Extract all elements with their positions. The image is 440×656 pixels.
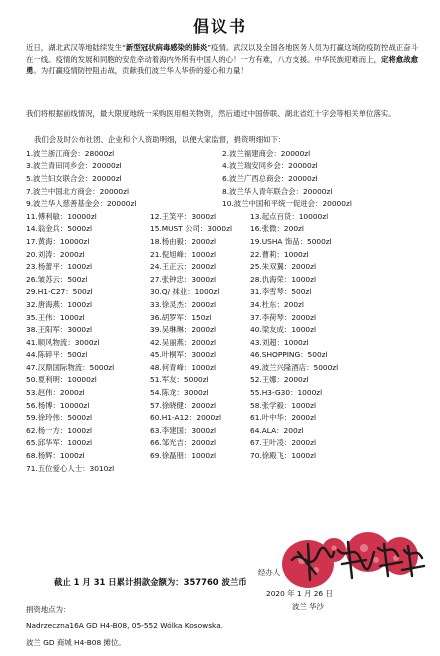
signature-stroke	[402, 546, 424, 576]
donor-entry: 15.MUST 公司：3000zl	[150, 224, 233, 234]
intro-paragraph	[26, 42, 418, 77]
donor-list	[26, 147, 416, 474]
donor-entry: 43.刘超：1000zl	[250, 337, 309, 347]
donor-entry: 26.皱苏云：500zl	[26, 274, 88, 284]
donor-entry: 41.顺风物流：3000zl	[26, 337, 100, 347]
donor-entry: 66.邹光吉：2000zl	[150, 438, 217, 448]
donor-entry: 52.王娜：2000zl	[250, 375, 309, 385]
signature-stroke	[292, 548, 334, 562]
donor-row	[26, 336, 416, 349]
document-date: 2020 年 1 月 26 日	[266, 589, 333, 598]
donor-entry: 46.SHOPPING：500zl	[250, 350, 328, 360]
donor-entry: 55.H3-G30：1000zl	[250, 388, 323, 398]
donor-three-column-list	[26, 210, 416, 474]
intro-text-1: 近日，湖北武汉等地陆续发生“	[26, 43, 126, 52]
donor-entry: 65.邱华军：1000zl	[26, 438, 93, 448]
donor-entry: 32.唐海燕：1000zl	[26, 299, 93, 309]
donor-entry: 35.王伟：1000zl	[26, 312, 85, 322]
address-line-2: 波兰 GD 商城 H4-B08 摊位。	[26, 638, 126, 647]
donor-row	[26, 399, 416, 412]
donor-entry: 20.刘涛：2000zl	[26, 249, 85, 259]
donor-row	[26, 210, 416, 223]
donor-entry: 25.朱双翼：2000zl	[250, 262, 317, 272]
donor-entry: 67.王叶凌：2000zl	[250, 438, 317, 448]
donor-entry: 18.杨由毅：2000zl	[150, 236, 217, 246]
donor-entry: 13.起点百货：10000zl	[250, 211, 329, 221]
document-place: 波兰 华沙	[292, 602, 324, 611]
donor-entry: 69.徐磊朋：1000zl	[150, 451, 217, 461]
donor-entry: 3.波兰青田同乡会：20000zl	[26, 161, 122, 171]
donor-entry: 49.波兰兴隆酒店：5000zl	[250, 362, 339, 372]
donor-row	[26, 361, 416, 374]
donor-row	[26, 147, 416, 160]
donor-entry: 56.杨博：10000zl	[26, 400, 90, 410]
donor-row	[26, 424, 416, 437]
donor-entry: 57.徐晓健：2000zl	[150, 400, 217, 410]
intro-highlight-1: 新型冠状病毒感染的肺炎	[125, 43, 208, 52]
address-heading: 捐资地点为：	[26, 605, 71, 614]
donor-entry: 68.杨辉：1000zl	[26, 451, 85, 461]
donor-entry: 40.梁友成：1000zl	[250, 325, 317, 335]
donor-row	[26, 185, 416, 198]
signature-stroke	[378, 544, 402, 576]
donor-entry: 12.王笑平：3000zl	[150, 211, 217, 221]
document-title: 倡议书	[192, 17, 247, 36]
donor-entry: 29.H1-C27：500zl	[26, 287, 93, 297]
donor-row	[26, 197, 416, 210]
donor-row	[26, 273, 416, 286]
donor-row	[26, 411, 416, 424]
donor-row	[26, 298, 416, 311]
donor-entry: 71.五位爱心人士：3010zl	[26, 463, 115, 473]
donor-entry: 44.陈碎平：500zl	[26, 350, 88, 360]
donor-entry: 16.张微：200zl	[250, 224, 304, 234]
donor-row	[26, 223, 416, 236]
donor-entry: 30.Q/ 袜业：1000zl	[150, 287, 220, 297]
donor-entry: 47.汉鼎国际物流：5000zl	[26, 362, 115, 372]
purchase-paragraph: 我们将根据前线情况，最大限度地统一采购医用相关物资，然后通过中国侨联、湖北省红十字会等相关单位落实。	[26, 109, 396, 118]
donor-entry: 60.H1-A12：2000zl	[150, 413, 222, 423]
donor-row	[26, 160, 416, 173]
donor-entry: 50.夏利明：10000zl	[26, 375, 97, 385]
donor-row	[26, 386, 416, 399]
donor-entry: 28.仇海荣：1000zl	[250, 274, 317, 284]
donor-entry: 45.叶桐军：3000zl	[150, 350, 217, 360]
donor-entry: 6.波兰广西总商会：20000zl	[222, 173, 318, 183]
donor-entry: 23.杨蕾平：1000zl	[26, 262, 93, 272]
donor-entry: 8.波兰华人青年联合会：20000zl	[222, 186, 333, 196]
address-line-1: Nadrzeczna16A GD H4-B08, 05-552 Wólka Kosowska.	[26, 621, 224, 630]
donor-entry: 27.张钟忠：3000zl	[150, 274, 217, 284]
donor-entry: 7.波兰中国北方商会：20000zl	[26, 186, 130, 196]
donor-entry: 11.傅利敏：10000zl	[26, 211, 97, 221]
donor-entry: 4.波兰瑞安同乡会：20000zl	[222, 161, 318, 171]
donor-row	[26, 349, 416, 362]
donor-entry: 33.徐灵杰：2000zl	[150, 299, 217, 309]
donor-entry: 51.军友：5000zl	[150, 375, 209, 385]
donor-entry: 39.吴琳琳：2000zl	[150, 325, 217, 335]
intro-highlight-2: 定将愈战愈勇	[26, 54, 418, 76]
donor-entry: 19.USHA 饰品：5000zl	[250, 236, 332, 246]
donor-row	[26, 462, 416, 475]
donor-row	[26, 172, 416, 185]
total-amount: 截止 1 月 31 日累计捐款金额为：357760 波兰币	[54, 577, 247, 587]
donor-entry: 14.翁金兵：5000zl	[26, 224, 93, 234]
donor-entry: 2.波兰福建商会：20000zl	[222, 148, 311, 158]
donor-entry: 22.曹莉：1000zl	[250, 249, 309, 259]
donor-entry: 5.波兰妇女联合会：20000zl	[26, 173, 122, 183]
donor-entry: 54.陈龙：3000zl	[150, 388, 209, 398]
donor-entry: 53.赵伟：2000zl	[26, 388, 85, 398]
donor-row	[26, 260, 416, 273]
donor-entry: 9.波兰华人慈善基金会：20000zl	[26, 199, 137, 209]
donor-entry: 62.杨一方：1000zl	[26, 425, 93, 435]
donor-entry: 37.李荷琴：2000zl	[250, 312, 317, 322]
donor-row	[26, 248, 416, 261]
donor-entry: 58.张学毅：1000zl	[250, 400, 317, 410]
intro-text-2: ”疫情。武汉以及全国各地医务人员为打赢这场防疫防控战正奋斗在一线。疫情的发展和同胞的安危牵动着海内外所有中国人的心！一方有难，八方支援。中华民族迎难而上，	[26, 43, 419, 64]
signature-stroke	[342, 542, 366, 578]
donor-row	[26, 449, 416, 462]
signatory-label: 经办人	[258, 568, 281, 577]
donor-entry: 21.倪旭峰：1000zl	[150, 249, 217, 259]
disclosure-paragraph: 我们会及时公布社团、企业和个人资助明细，以便大家监督，捐资明细如下：	[34, 135, 286, 144]
donor-entry: 10.波兰中国和平统一促进会：20000zl	[222, 199, 352, 209]
donor-entry: 36.胡罗军：150zl	[150, 312, 212, 322]
intro-text-3: 。为打赢疫情防控阻击战，贡献我们波兰华人华侨的爱心和力量！	[33, 66, 248, 76]
donor-entry: 24.王正云：2000zl	[150, 262, 217, 272]
donor-row	[26, 437, 416, 450]
donor-row	[26, 323, 416, 336]
donor-entry: 42.吴丽燕：2000zl	[150, 337, 217, 347]
donor-entry: 48.何青峰：1000zl	[150, 362, 217, 372]
donor-entry: 61.叶中华：2000zl	[250, 413, 317, 423]
handwritten-signatures	[288, 530, 428, 590]
donor-entry: 31.李雪琴：500zl	[250, 287, 312, 297]
donor-entry: 17.黄海：10000zl	[26, 236, 90, 246]
donor-entry: 70.徐殿飞：1000zl	[250, 451, 317, 461]
donor-entry: 59.徐玲伟：5000zl	[26, 413, 93, 423]
donor-entry: 63.李建国：3000zl	[150, 425, 217, 435]
donor-entry: 64.ALA：200zl	[250, 425, 304, 435]
donor-row	[26, 311, 416, 324]
donor-row	[26, 235, 416, 248]
donor-entry: 34.杜东：200zl	[250, 299, 304, 309]
donor-row	[26, 374, 416, 387]
donor-row	[26, 286, 416, 299]
donor-entry: 38.王阳军：3000zl	[26, 325, 93, 335]
signature-stroke	[338, 550, 374, 569]
donor-entry: 1.波兰浙江商会：28000zl	[26, 148, 115, 158]
